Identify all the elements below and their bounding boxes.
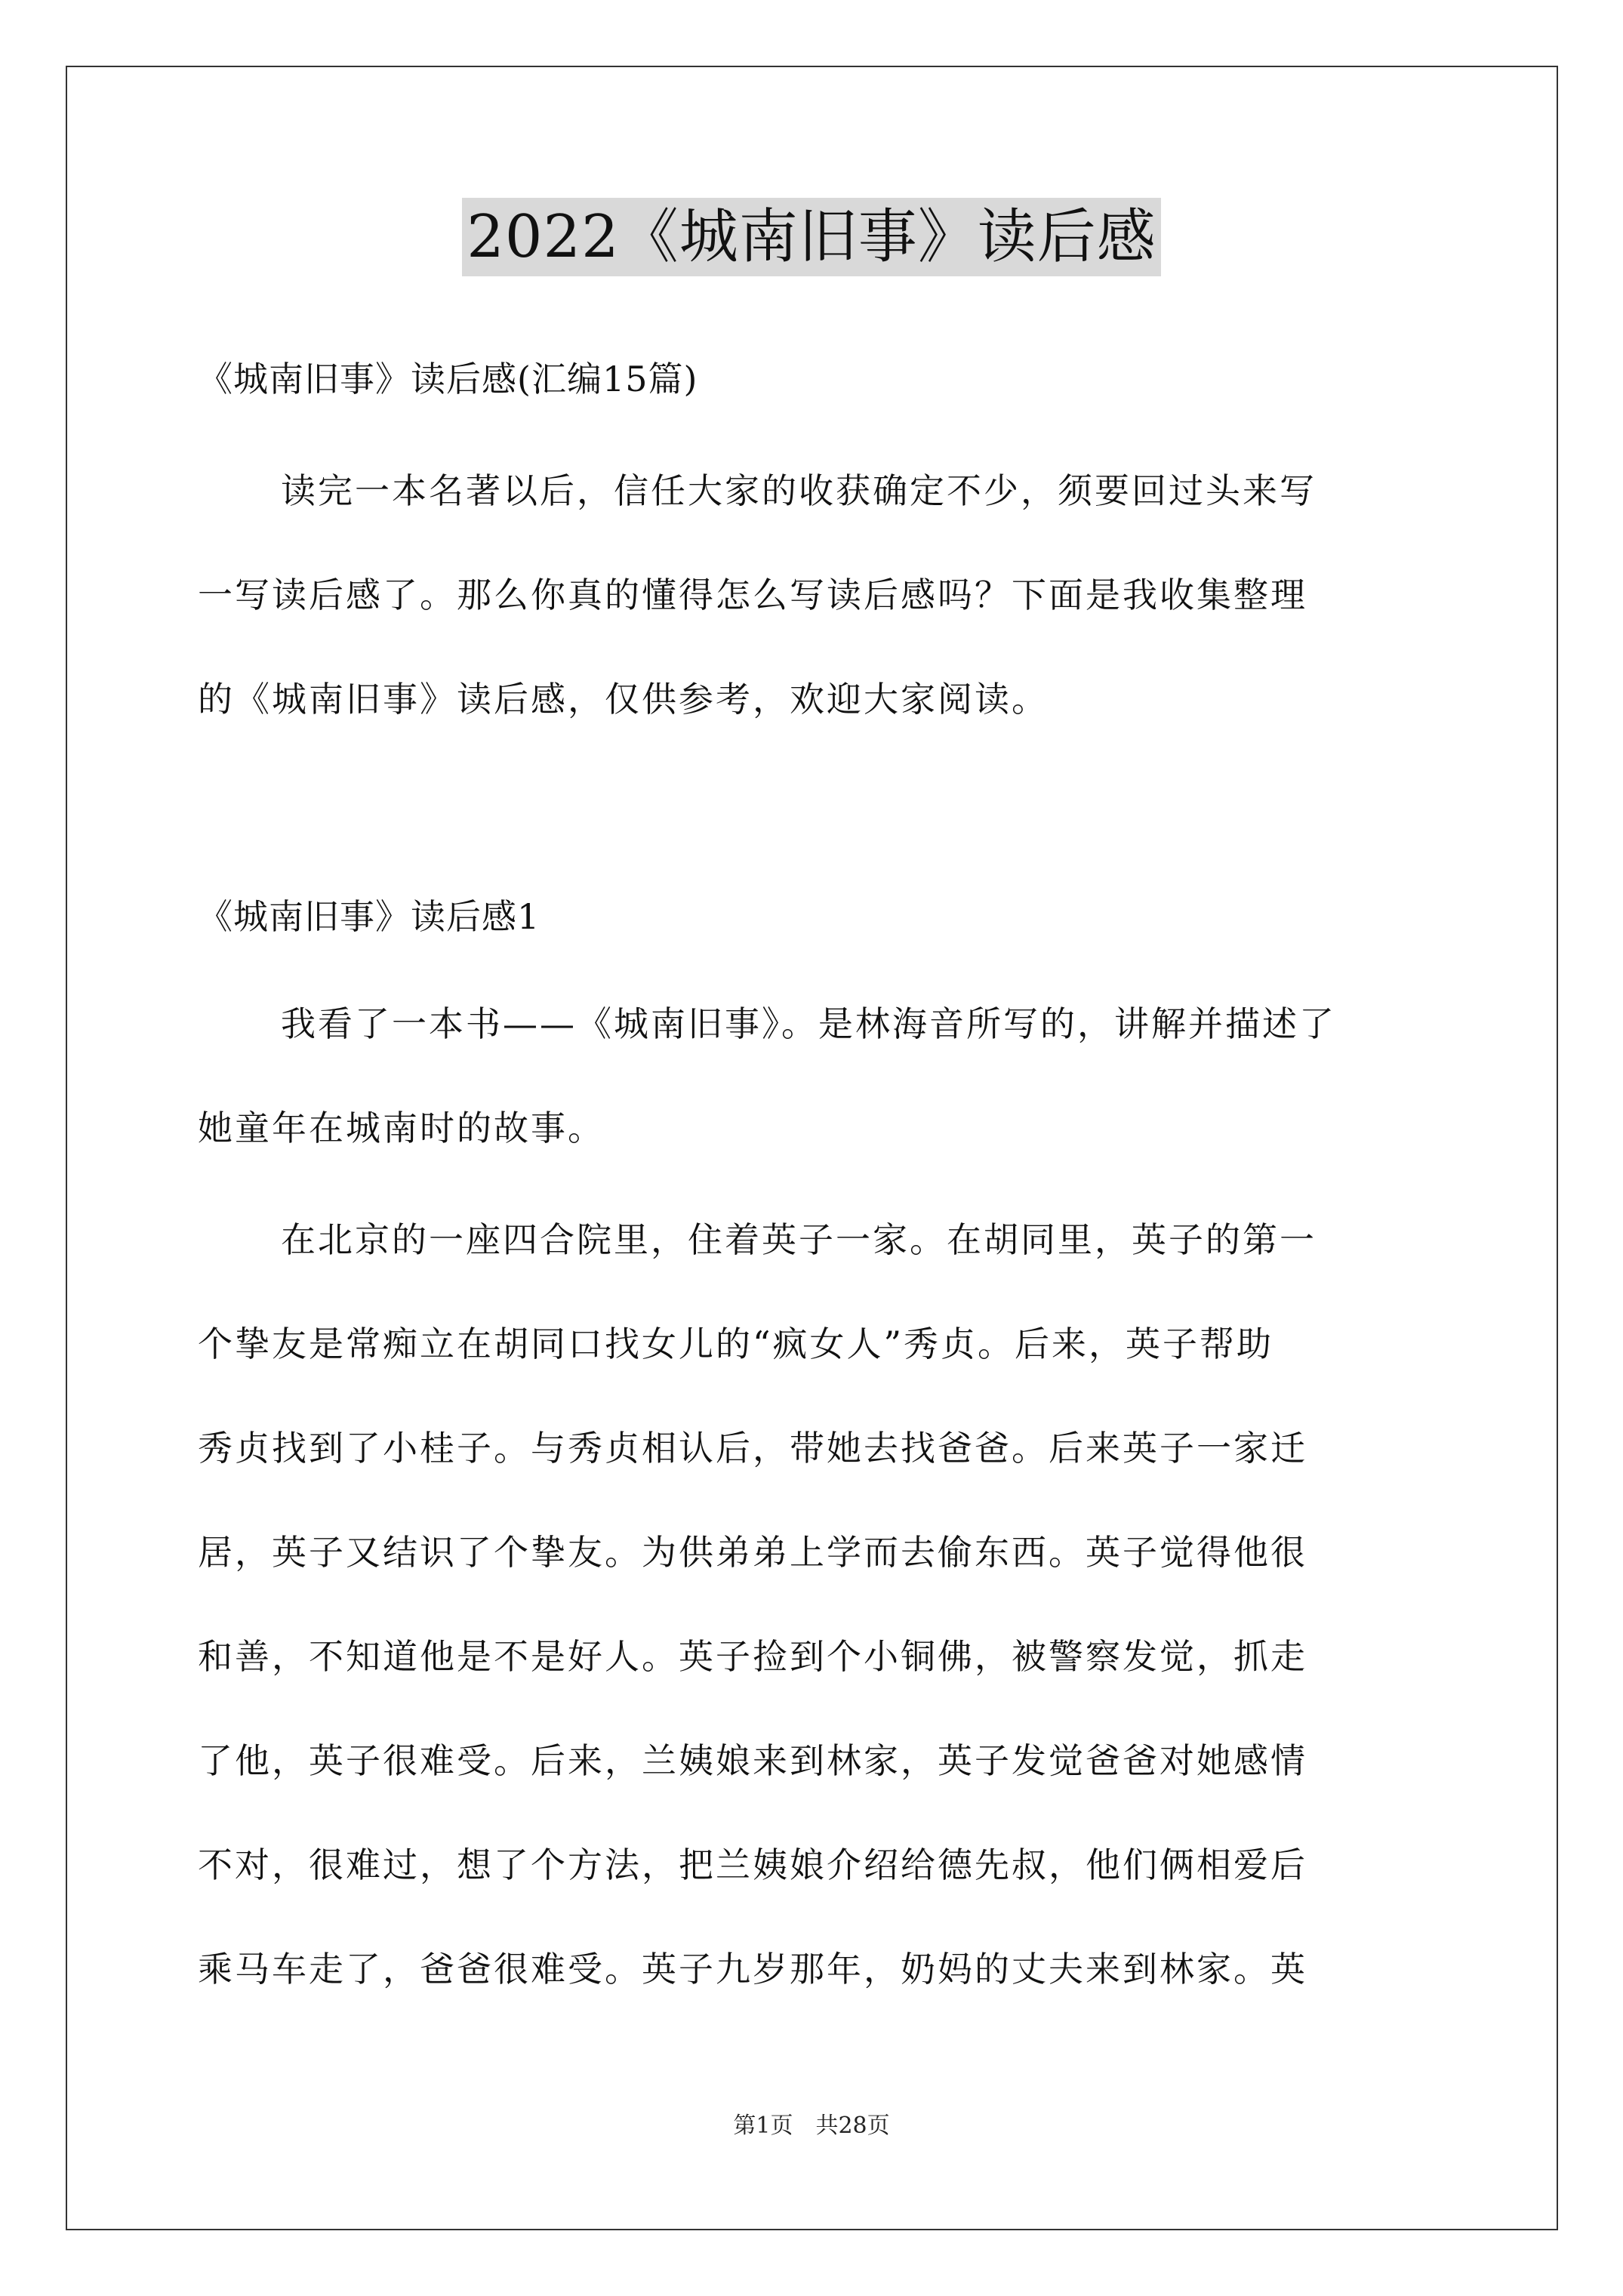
section-heading: 《城南旧事》读后感1 xyxy=(198,896,540,937)
paragraph2-line-5: 和善，不知道他是不是好人。英子捡到个小铜佛，被警察发觉，抓走 xyxy=(198,1636,1307,1677)
page-number-footer: 第1页 共28页 xyxy=(733,2113,890,2139)
paragraph2-line-3: 秀贞找到了小桂子。与秀贞相认后，带她去找爸爸。后来英子一家迁 xyxy=(198,1428,1307,1469)
intro-line-2: 一写读后感了。那么你真的懂得怎么写读后感吗？下面是我收集整理 xyxy=(198,575,1307,615)
document-subtitle: 《城南旧事》读后感(汇编15篇) xyxy=(198,359,698,399)
intro-line-1: 读完一本名著以后，信任大家的收获确定不少，须要回过头来写 xyxy=(281,470,1317,511)
document-title: 2022《城南旧事》读后感 xyxy=(462,198,1161,276)
intro-line-3: 的《城南旧事》读后感，仅供参考，欢迎大家阅读。 xyxy=(198,679,1049,720)
paragraph2-line-4: 居，英子又结识了个挚友。为供弟弟上学而去偷东西。英子觉得他很 xyxy=(198,1532,1307,1573)
paragraph1-line-2: 她童年在城南时的故事。 xyxy=(198,1108,605,1148)
paragraph2-line-1: 在北京的一座四合院里，住着英子一家。在胡同里，英子的第一 xyxy=(281,1219,1317,1260)
paragraph2-line-8: 乘马车走了，爸爸很难受。英子九岁那年，奶妈的丈夫来到林家。英 xyxy=(198,1949,1307,1989)
paragraph1-line-1: 我看了一本书——《城南旧事》。是林海音所写的，讲解并描述了 xyxy=(281,1003,1336,1044)
paragraph2-line-6: 了他，英子很难受。后来，兰姨娘来到林家，英子发觉爸爸对她感情 xyxy=(198,1740,1307,1781)
title-container xyxy=(0,198,1623,276)
paragraph2-line-2: 个挚友是常痴立在胡同口找女儿的“疯女人”秀贞。后来，英子帮助 xyxy=(198,1324,1274,1364)
paragraph2-line-7: 不对，很难过，想了个方法，把兰姨娘介绍给德先叔，他们俩相爱后 xyxy=(198,1845,1307,1885)
